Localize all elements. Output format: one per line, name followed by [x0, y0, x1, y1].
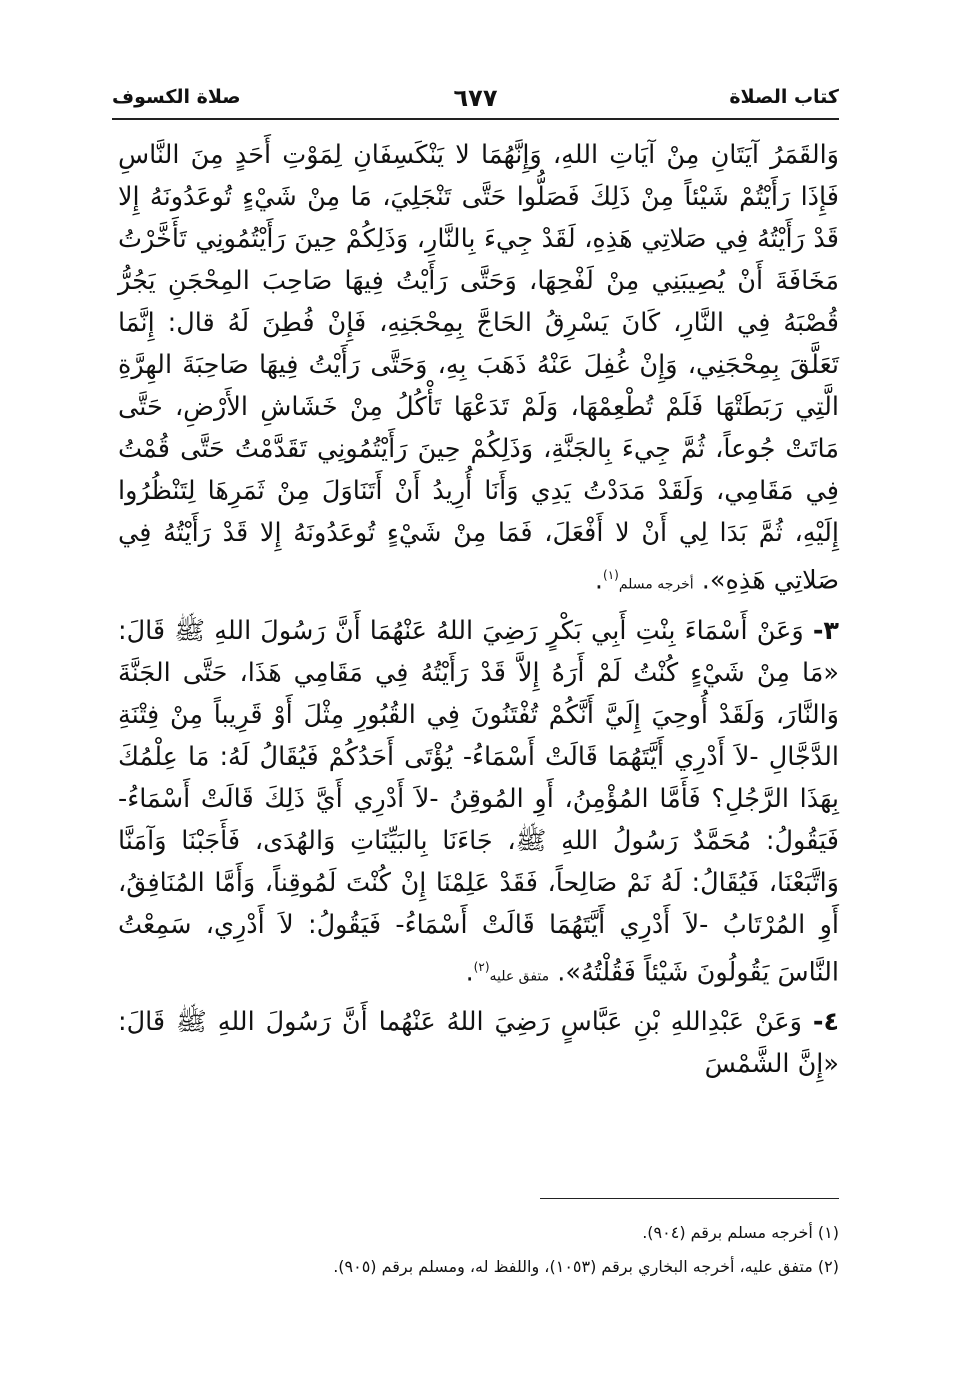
page-number: ٦٧٧: [453, 84, 498, 112]
source-note-2: متفق عليه: [489, 968, 550, 984]
book-title: كتاب الصلاة: [729, 86, 839, 108]
paragraph-1-text: وَالقَمَرُ آيَتَانِ مِنْ آيَاتِ اللهِ، وَإِنَّهُمَا لا يَنْكَسِفَانِ لِمَوْتِ أَحَدٍ مِنَ النَّاسِ فَإِذَا رَأَيْتُمْ شَيْئاً مِنْ ذَلِكَ فَصَلُّوا حَتَّى تَنْجَلِيَ، مَا مِنْ شَيْءٍ تُوعَدُونَهُ إِلا قَدْ رَأَيْتُهُ فِي صَلاتِي هَذِهِ، لَقَدْ جِيءَ بِالنَّارِ، وَذَلِكُمْ حِينَ رَأَيْتُمُونِي تَأَخَّرْتُ مَخَافَةَ أَنْ يُصِيبَنِي مِنْ لَفْحِهَا، وَحَتَّى رَأَيْتُ فِيهَا صَاحِبَ المِحْجَنِ يَجُرُّ قُصْبَهُ فِي النَّارِ، كَانَ يَسْرِقُ الحَاجَّ بِمِحْجَنِهِ، فَإِنْ فُطِنَ لَهُ قال: إِنَّمَا تَعَلَّقَ بِمِحْجَنِي، وَإِنْ غُفِلَ عَنْهُ ذَهَبَ بِهِ، وَحَتَّى رَأَيْتُ فِيهَا صَاحِبَةَ الهِرَّةِ الَّتِي رَبَطَتْهَا فَلَمْ تُطْعِمْهَا، وَلَمْ تَدَعْهَا تَأْكُلُ مِنْ خَشَاشِ الأَرْضِ، حَتَّى مَاتَتْ جُوعاً، ثُمَّ جِيءَ بِالجَنَّةِ، وَذَلِكُمْ حِينَ رَأَيْتُمُونِي تَقَدَّمْتُ حَتَّى قُمْتُ فِي مَقَامِي، وَلَقَدْ مَدَدْتُ يَدِي وَأَنَا أُرِيدُ أَنْ أَتَنَاوَلَ مِنْ ثَمَرِهَا لِتَنْظُرُوا إِلَيْهِ، ثُمَّ بَدَا لِي أَنْ لا أَفْعَلَ، فَمَا مِنْ شَيْءٍ تُوعَدُونَهُ إِلا قَدْ رَأَيْتُهُ فِي صَلاتِي هَذِهِ».: [118, 140, 839, 596]
paragraph-2: ٣- وَعَنْ أَسْمَاءَ بِنْتِ أَبِي بَكْرٍ رَضِيَ اللهُ عَنْهُمَا أَنَّ رَسُولَ اللهِ ﷺ قَالَ: «مَا مِنْ شَيْءٍ كُنْتُ لَمْ أَرَهُ إِلاَّ قَدْ رَأَيْتُهُ فِي مَقَامِي هَذَا، حَتَّى الجَنَّةَ وَالنَّارَ، وَلَقَدْ أُوحِيَ إِلَيَّ أَنَّكُمْ تُفْتَنُونَ فِي القُبُورِ مِثْلَ أَوْ قَرِيباً مِنْ فِتْنَةِ الدَّجَّالِ -لاَ أَدْرِي أَيَّتَهُمَا قَالَتْ أَسْمَاءُ- يُؤْتَى أَحَدُكُمْ فَيُقَالُ لَهُ: مَا عِلْمُكَ بِهَذَا الرَّجُلِ؟ فَأَمَّا المُؤْمِنُ، أَوِ المُوقِنُ -لاَ أَدْرِي أَيَّ ذَلِكَ قَالَتْ أَسْمَاءُ- فَيَقُولُ: مُحَمَّدٌ رَسُولُ اللهِ ﷺ، جَاءَنَا بِالبَيِّنَاتِ وَالهُدَى، فَأَجَبْنَا وَآمَنَّا وَاتَّبَعْنَا، فَيُقَالُ: لَهُ نَمْ صَالِحاً، فَقَدْ عَلِمْنَا إِنْ كُنْتَ لَمُوقِناً، وَأَمَّا المُنَافِقُ، أَوِ المُرْتَابُ -لاَ أَدْرِي أَيَّتَهُمَا قَالَتْ أَسْمَاءُ- فَيَقُولُ: لاَ أَدْرِي، سَمِعْتُ النَّاسَ يَقُولُونَ شَيْئاً فَقُلْتُهُ». متفق عليه$^{(٢)}$.: [118, 615, 839, 987]
main-text: [118, 134, 839, 1085]
footnote-ref-2: (٢): [473, 959, 490, 974]
paragraph-1: وَالقَمَرُ آيَتَانِ مِنْ آيَاتِ اللهِ، وَإِنَّهُمَا لا يَنْكَسِفَانِ لِمَوْتِ أَحَدٍ مِنَ النَّاسِ فَإِذَا رَأَيْتُمْ شَيْئاً مِنْ ذَلِكَ فَصَلُّوا حَتَّى تَنْجَلِيَ، مَا مِنْ شَيْءٍ تُوعَدُونَهُ إِلا قَدْ رَأَيْتُهُ فِي صَلاتِي هَذِهِ، لَقَدْ جِيءَ بِالنَّارِ، وَذَلِكُمْ حِينَ رَأَيْتُمُونِي تَأَخَّرْتُ مَخَافَةَ أَنْ يُصِيبَنِي مِنْ لَفْحِهَا، وَحَتَّى رَأَيْتُ فِيهَا صَاحِبَ المِحْجَنِ يَجُرُّ قُصْبَهُ فِي النَّارِ، كَانَ يَسْرِقُ الحَاجَّ بِمِحْجَنِهِ، فَإِنْ فُطِنَ لَهُ قال: إِنَّمَا تَعَلَّقَ بِمِحْجَنِي، وَإِنْ غُفِلَ عَنْهُ ذَهَبَ بِهِ، وَحَتَّى رَأَيْتُ فِيهَا صَاحِبَةَ الهِرَّةِ الَّتِي رَبَطَتْهَا فَلَمْ تُطْعِمْهَا، وَلَمْ تَدَعْهَا تَأْكُلُ مِنْ خَشَاشِ الأَرْضِ، حَتَّى مَاتَتْ جُوعاً، ثُمَّ جِيءَ بِالجَنَّةِ، وَذَلِكُمْ حِينَ رَأَيْتُمُونِي تَقَدَّمْتُ حَتَّى قُمْتُ فِي مَقَامِي، وَلَقَدْ مَدَدْتُ يَدِي وَأَنَا أُرِيدُ أَنْ أَتَنَاوَلَ مِنْ ثَمَرِهَا لِتَنْظُرُوا إِلَيْهِ، ثُمَّ بَدَا لِي أَنْ لا أَفْعَلَ، فَمَا مِنْ شَيْءٍ تُوعَدُونَهُ إِلا قَدْ رَأَيْتُهُ فِي صَلاتِي هَذِهِ». أخرجه مسلم$^{(١)}$.: [118, 140, 839, 596]
paragraph-3-text: وَعَنْ عَبْدِاللهِ بْنِ عَبَّاسٍ رَضِيَ اللهُ عَنْهُما أَنَّ رَسُولَ اللهِ ﷺ قَالَ: «إِنَّ الشَّمْسَ: [118, 1007, 839, 1079]
source-note-1: أخرجه مسلم: [618, 576, 694, 593]
paragraph-2-text: وَعَنْ أَسْمَاءَ بِنْتِ أَبِي بَكْرٍ رَضِيَ اللهُ عَنْهُمَا أَنَّ رَسُولَ اللهِ ﷺ قَالَ: «مَا مِنْ شَيْءٍ كُنْتُ لَمْ أَرَهُ إِلاَّ قَدْ رَأَيْتُهُ فِي مَقَامِي هَذَا، حَتَّى الجَنَّةَ وَالنَّارَ، وَلَقَدْ أُوحِيَ إِلَيَّ أَنَّكُمْ تُفْتَنُونَ فِي القُبُورِ مِثْلَ أَوْ قَرِيباً مِنْ فِتْنَةِ الدَّجَّالِ -لاَ أَدْرِي أَيَّتَهُمَا قَالَتْ أَسْمَاءُ- يُؤْتَى أَحَدُكُمْ فَيُقَالُ لَهُ: مَا عِلْمُكَ بِهَذَا الرَّجُلِ؟ فَأَمَّا المُؤْمِنُ، أَوِ المُوقِنُ -لاَ أَدْرِي أَيَّ ذَلِكَ قَالَتْ أَسْمَاءُ- فَيَقُولُ: مُحَمَّدٌ رَسُولُ اللهِ ﷺ، جَاءَنَا بِالبَيِّنَاتِ وَالهُدَى، فَأَجَبْنَا وَآمَنَّا وَاتَّبَعْنَا، فَيُقَالُ: لَهُ نَمْ صَالِحاً، فَقَدْ عَلِمْنَا إِنْ كُنْتَ لَمُوقِناً، وَأَمَّا المُنَافِقُ، أَوِ المُرْتَابُ -لاَ أَدْرِي أَيَّتَهُمَا قَالَتْ أَسْمَاءُ- فَيَقُولُ: لاَ أَدْرِي، سَمِعْتُ النَّاسَ يَقُولُونَ شَيْئاً فَقُلْتُهُ».: [118, 615, 839, 987]
footnote-ref-1: (١): [603, 568, 619, 582]
page-header: [112, 86, 839, 116]
footnote-2: (٢) متفق عليه، أخرجه البخاري برقم (١٠٥٣)، واللفظ له، ومسلم برقم (٩٠٥).: [333, 1257, 839, 1276]
hadith-number-4: ٤-: [812, 1007, 840, 1037]
footnote-1: (١) أخرجه مسلم برقم (٩٠٤).: [642, 1223, 839, 1242]
paragraph-3: [118, 1001, 839, 1085]
footnotes: [118, 1216, 839, 1284]
chapter-title: صلاة الكسوف: [112, 86, 241, 108]
header-divider: [112, 118, 839, 120]
footnote-divider: [540, 1198, 839, 1199]
hadith-number-3: ٣-: [812, 615, 839, 646]
